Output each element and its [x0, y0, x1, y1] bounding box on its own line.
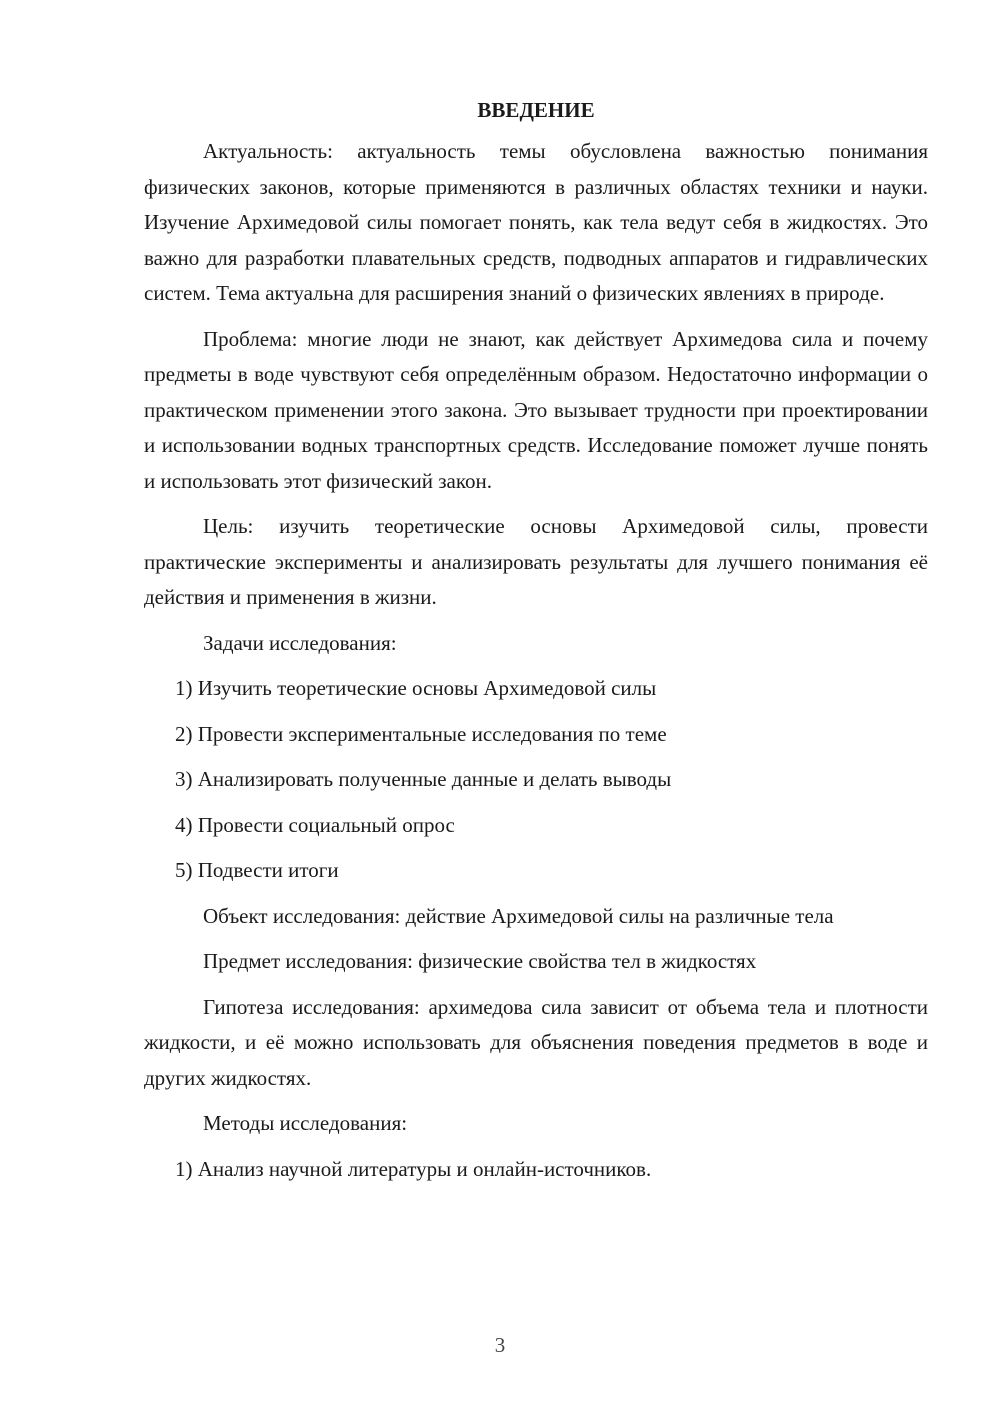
list-item: 1) Анализ научной литературы и онлайн-источников.: [175, 1156, 652, 1181]
hypothesis-paragraph: Гипотеза исследования: архимедова сила зависит от объема тела и плотности жидкости, и её можно использовать для объяснения поведения предметов в воде и других жидкостях.: [144, 994, 928, 1090]
object-paragraph: Объект исследования: действие Архимедовой силы на различные тела: [203, 903, 834, 928]
document-page: [144, 96, 928, 1197]
tasks-heading: Задачи исследования:: [203, 630, 397, 655]
relevance-paragraph: Актуальность: актуальность темы обусловлена важностью понимания физических законов, которые применяются в различных областях техники и науки. Изучение Архимедовой силы помогает понять, как тела ведут себя в жидкостях. Это важно для разработки плавательных средств, подводных аппаратов и гидравлических систем. Тема актуальна для расширения знаний о физических явлениях в природе.: [144, 139, 928, 305]
tasks-list: [144, 671, 928, 889]
page-number: 3: [494, 1333, 506, 1357]
methods-heading: Методы исследования:: [203, 1111, 408, 1135]
methods-list: [144, 1152, 928, 1188]
subject-paragraph: Предмет исследования: физические свойства тел в жидкостях: [203, 949, 757, 973]
section-title: ВВЕДЕНИЕ: [477, 98, 595, 122]
goal-paragraph: Цель: изучить теоретические основы Архимедовой силы, провести практические эксперименты и анализировать результаты для лучшего понимания её действия и применения в жизни.: [144, 514, 928, 609]
list-item: 1) Изучить теоретические основы Архимедовой силы: [175, 676, 657, 700]
list-item: 4) Провести социальный опрос: [175, 812, 455, 837]
list-item: 2) Провести экспериментальные исследования по теме: [175, 721, 667, 746]
list-item: 3) Анализировать полученные данные и делать выводы: [175, 767, 672, 791]
list-item: 5) Подвести итоги: [175, 858, 339, 882]
problem-paragraph: Проблема: многие люди не знают, как действует Архимедова сила и почему предметы в воде чувствуют себя определённым образом. Недостаточно информации о практическом применении этого закона. Это вызывает трудности при проектировании и использовании водных транспортных средств. Исследование поможет лучше понять и использовать этот физический закон.: [144, 326, 928, 493]
